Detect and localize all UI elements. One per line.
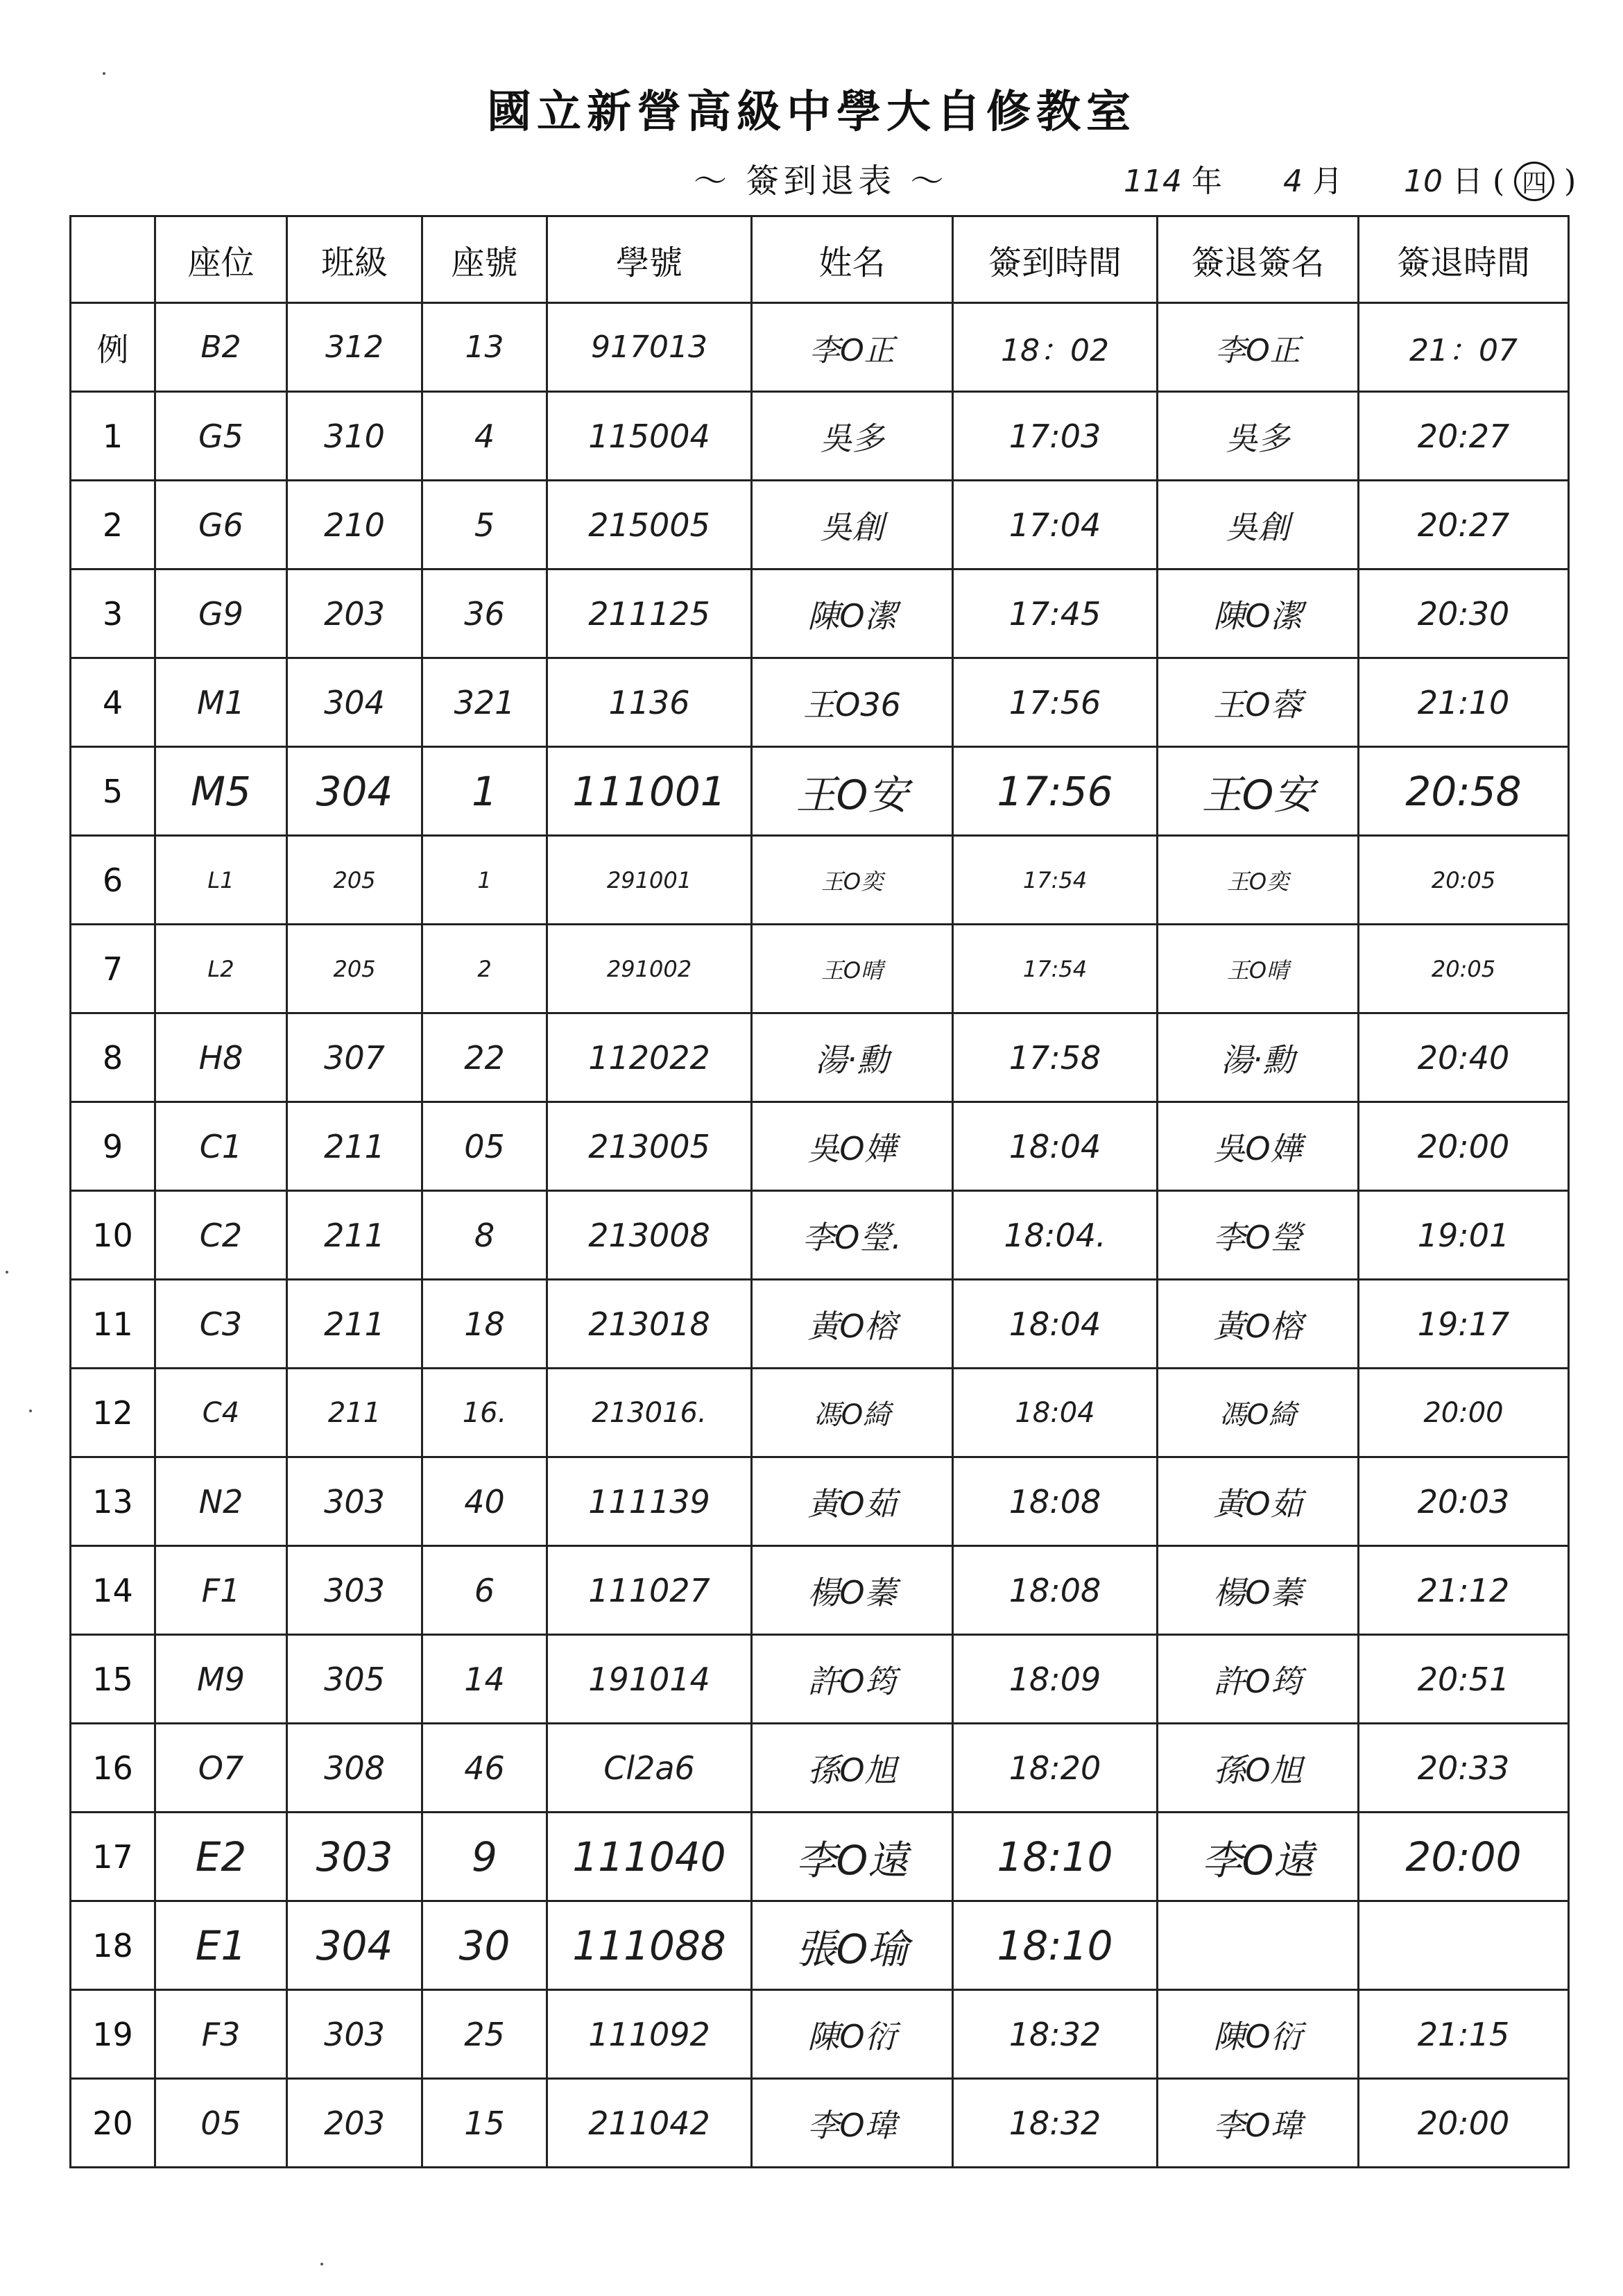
checkin-time-cell: 18:32: [953, 2079, 1158, 2168]
table-row: [71, 747, 1569, 836]
table-row: [71, 481, 1569, 569]
table-row: [71, 836, 1569, 925]
scan-speck: [320, 2263, 323, 2265]
checkin-time-cell: 18：02: [953, 303, 1158, 392]
number-cell: 16.: [422, 1369, 547, 1457]
checkout-signature-cell: 李O瑋: [1158, 2079, 1359, 2168]
checkin-time-cell: 18:08: [953, 1546, 1158, 1635]
checkout-signature-cell: 陳O潔: [1158, 569, 1359, 658]
row-index: 8: [71, 1013, 155, 1102]
seat-cell: M5: [155, 747, 287, 836]
checkout-time-cell: 20:27: [1359, 392, 1569, 481]
example-row: [71, 303, 1569, 392]
checkout-time-cell: 19:17: [1359, 1280, 1569, 1369]
checkout-time-cell: 20:00: [1359, 1369, 1569, 1457]
checkout-signature-cell: [1158, 1901, 1359, 1990]
checkout-time-cell: 20:05: [1359, 836, 1569, 925]
checkin-time-cell: 18:04: [953, 1369, 1158, 1457]
checkin-time-cell: 17:45: [953, 569, 1158, 658]
checkout-time-cell: 20:05: [1359, 925, 1569, 1013]
checkin-time-cell: 18:09: [953, 1635, 1158, 1724]
seat-cell: E2: [155, 1813, 287, 1901]
class-cell: 211: [287, 1369, 422, 1457]
student-id-cell: 213016.: [547, 1369, 752, 1457]
number-cell: 36: [422, 569, 547, 658]
row-index: 18: [71, 1901, 155, 1990]
name-cell: 張O瑜: [752, 1901, 953, 1990]
table-row: [71, 1635, 1569, 1724]
checkin-time-cell: 17:54: [953, 836, 1158, 925]
name-cell: 吳O嬅: [752, 1102, 953, 1191]
seat-cell: G9: [155, 569, 287, 658]
student-id-cell: Cl2a6: [547, 1724, 752, 1813]
number-cell: 05: [422, 1102, 547, 1191]
row-index: 1: [71, 392, 155, 481]
row-index: 13: [71, 1457, 155, 1546]
student-id-cell: 1136: [547, 658, 752, 747]
checkin-time-cell: 18:10: [953, 1901, 1158, 1990]
name-cell: 王O奕: [752, 836, 953, 925]
row-index: 6: [71, 836, 155, 925]
col-header-seat: 座位: [155, 216, 287, 303]
row-index: 5: [71, 747, 155, 836]
name-cell: 吳創: [752, 481, 953, 569]
number-cell: 1: [422, 836, 547, 925]
table-row: [71, 1546, 1569, 1635]
class-cell: 211: [287, 1191, 422, 1280]
col-header-number: 座號: [422, 216, 547, 303]
table-row: [71, 658, 1569, 747]
checkout-time-cell: 20:00: [1359, 1102, 1569, 1191]
checkout-time-cell: 21：07: [1359, 303, 1569, 392]
number-cell: 46: [422, 1724, 547, 1813]
checkout-signature-cell: 許O筠: [1158, 1635, 1359, 1724]
table-row: [71, 1990, 1569, 2079]
seat-cell: B2: [155, 303, 287, 392]
checkin-time-cell: 17:58: [953, 1013, 1158, 1102]
row-index: 3: [71, 569, 155, 658]
seat-cell: F1: [155, 1546, 287, 1635]
checkin-time-cell: 18:20: [953, 1724, 1158, 1813]
class-cell: 303: [287, 1546, 422, 1635]
seat-cell: C3: [155, 1280, 287, 1369]
seat-cell: E1: [155, 1901, 287, 1990]
student-id-cell: 191014: [547, 1635, 752, 1724]
table-row: [71, 2079, 1569, 2168]
table-row: [71, 1280, 1569, 1369]
table-row: [71, 392, 1569, 481]
student-id-cell: 213018: [547, 1280, 752, 1369]
row-index: 9: [71, 1102, 155, 1191]
class-cell: 203: [287, 2079, 422, 2168]
seat-cell: C4: [155, 1369, 287, 1457]
table-row: [71, 1369, 1569, 1457]
checkout-signature-cell: 陳O衍: [1158, 1990, 1359, 2079]
checkout-signature-cell: 湯‧勳: [1158, 1013, 1359, 1102]
year-label: 年: [1191, 164, 1222, 199]
name-cell: 王O晴: [752, 925, 953, 1013]
student-id-cell: 215005: [547, 481, 752, 569]
checkout-signature-cell: 黃O榕: [1158, 1280, 1359, 1369]
class-cell: 304: [287, 1901, 422, 1990]
student-id-cell: 111040: [547, 1813, 752, 1901]
class-cell: 205: [287, 925, 422, 1013]
name-cell: 湯‧勳: [752, 1013, 953, 1102]
class-cell: 305: [287, 1635, 422, 1724]
seat-cell: L1: [155, 836, 287, 925]
student-id-cell: 211125: [547, 569, 752, 658]
row-index: 20: [71, 2079, 155, 2168]
number-cell: 8: [422, 1191, 547, 1280]
name-cell: 吳多: [752, 392, 953, 481]
class-cell: 304: [287, 658, 422, 747]
checkout-signature-cell: 吳創: [1158, 481, 1359, 569]
student-id-cell: 291001: [547, 836, 752, 925]
number-cell: 14: [422, 1635, 547, 1724]
checkout-time-cell: 20:40: [1359, 1013, 1569, 1102]
name-cell: 李O遠: [752, 1813, 953, 1901]
col-header-student-id: 學號: [547, 216, 752, 303]
student-id-cell: 111139: [547, 1457, 752, 1546]
signin-table: [69, 215, 1570, 2168]
name-cell: 李O瑩.: [752, 1191, 953, 1280]
name-cell: 楊O蓁: [752, 1546, 953, 1635]
checkin-time-cell: 17:56: [953, 658, 1158, 747]
name-cell: 陳O潔: [752, 569, 953, 658]
table-row: [71, 1901, 1569, 1990]
seat-cell: O7: [155, 1724, 287, 1813]
seat-cell: M9: [155, 1635, 287, 1724]
row-index: 11: [71, 1280, 155, 1369]
checkout-time-cell: 20:51: [1359, 1635, 1569, 1724]
day-value: 10: [1403, 164, 1443, 199]
row-index: 12: [71, 1369, 155, 1457]
checkout-signature-cell: 吳O嬅: [1158, 1102, 1359, 1191]
checkout-signature-cell: 李O瑩: [1158, 1191, 1359, 1280]
checkout-signature-cell: 王O奕: [1158, 836, 1359, 925]
checkout-time-cell: 20:33: [1359, 1724, 1569, 1813]
table-row: [71, 1191, 1569, 1280]
table-row: [71, 925, 1569, 1013]
checkout-signature-cell: 楊O蓁: [1158, 1546, 1359, 1635]
row-index: 2: [71, 481, 155, 569]
checkout-time-cell: 20:03: [1359, 1457, 1569, 1546]
checkout-time-cell: 21:15: [1359, 1990, 1569, 2079]
number-cell: 30: [422, 1901, 547, 1990]
number-cell: 40: [422, 1457, 547, 1546]
col-header-checkout-signature: 簽退簽名: [1158, 216, 1359, 303]
student-id-cell: 213008: [547, 1191, 752, 1280]
month-label: 月: [1312, 164, 1343, 199]
checkout-signature-cell: 王O晴: [1158, 925, 1359, 1013]
row-index: 17: [71, 1813, 155, 1901]
class-cell: 304: [287, 747, 422, 836]
scan-speck: [6, 1271, 8, 1274]
col-header-class: 班級: [287, 216, 422, 303]
number-cell: 6: [422, 1546, 547, 1635]
class-cell: 310: [287, 392, 422, 481]
class-cell: 312: [287, 303, 422, 392]
checkin-time-cell: 18:04: [953, 1280, 1158, 1369]
seat-cell: G6: [155, 481, 287, 569]
number-cell: 321: [422, 658, 547, 747]
checkin-time-cell: 17:04: [953, 481, 1158, 569]
checkin-time-cell: 18:08: [953, 1457, 1158, 1546]
class-cell: 303: [287, 1457, 422, 1546]
class-cell: 211: [287, 1280, 422, 1369]
class-cell: 307: [287, 1013, 422, 1102]
checkout-signature-cell: 吳多: [1158, 392, 1359, 481]
number-cell: 13: [422, 303, 547, 392]
month-value: 4: [1282, 164, 1303, 199]
name-cell: 王O安: [752, 747, 953, 836]
name-cell: 孫O旭: [752, 1724, 953, 1813]
seat-cell: N2: [155, 1457, 287, 1546]
seat-cell: M1: [155, 658, 287, 747]
class-cell: 210: [287, 481, 422, 569]
checkout-signature-cell: 王O安: [1158, 747, 1359, 836]
class-cell: 303: [287, 1990, 422, 2079]
table-row: [71, 1724, 1569, 1813]
table-row: [71, 569, 1569, 658]
checkin-time-cell: 17:03: [953, 392, 1158, 481]
checkout-signature-cell: 馮O綺: [1158, 1369, 1359, 1457]
student-id-cell: 111001: [547, 747, 752, 836]
checkout-time-cell: 20:00: [1359, 2079, 1569, 2168]
number-cell: 25: [422, 1990, 547, 2079]
col-header-index: [71, 216, 155, 303]
checkout-signature-cell: 李O正: [1158, 303, 1359, 392]
checkin-time-cell: 17:56: [953, 747, 1158, 836]
row-index: 10: [71, 1191, 155, 1280]
weekday-value: 四: [1514, 162, 1554, 201]
student-id-cell: 111092: [547, 1990, 752, 2079]
checkout-signature-cell: 李O遠: [1158, 1813, 1359, 1901]
number-cell: 4: [422, 392, 547, 481]
student-id-cell: 111088: [547, 1901, 752, 1990]
checkin-time-cell: 18:10: [953, 1813, 1158, 1901]
paren-open: (: [1492, 164, 1505, 199]
name-cell: 黃O茹: [752, 1457, 953, 1546]
seat-cell: C1: [155, 1102, 287, 1191]
class-cell: 211: [287, 1102, 422, 1191]
student-id-cell: 291002: [547, 925, 752, 1013]
row-index: 19: [71, 1990, 155, 2079]
student-id-cell: 111027: [547, 1546, 752, 1635]
checkout-time-cell: 21:12: [1359, 1546, 1569, 1635]
name-cell: 李O瑋: [752, 2079, 953, 2168]
number-cell: 9: [422, 1813, 547, 1901]
number-cell: 1: [422, 747, 547, 836]
col-header-checkout-time: 簽退時間: [1359, 216, 1569, 303]
table-row: [71, 1457, 1569, 1546]
class-cell: 308: [287, 1724, 422, 1813]
name-cell: 陳O衍: [752, 1990, 953, 2079]
checkout-time-cell: 20:27: [1359, 481, 1569, 569]
table-body: [71, 303, 1569, 2168]
checkin-time-cell: 18:04.: [953, 1191, 1158, 1280]
checkout-time-cell: 20:58: [1359, 747, 1569, 836]
table-row: [71, 1102, 1569, 1191]
row-index: 15: [71, 1635, 155, 1724]
seat-cell: C2: [155, 1191, 287, 1280]
seat-cell: G5: [155, 392, 287, 481]
checkout-time-cell: [1359, 1901, 1569, 1990]
seat-cell: L2: [155, 925, 287, 1013]
scan-speck: [103, 72, 105, 75]
seat-cell: 05: [155, 2079, 287, 2168]
checkout-time-cell: 21:10: [1359, 658, 1569, 747]
number-cell: 18: [422, 1280, 547, 1369]
col-header-checkin-time: 簽到時間: [953, 216, 1158, 303]
paren-close: ): [1564, 164, 1577, 199]
table-row: [71, 1013, 1569, 1102]
name-cell: 王O36: [752, 658, 953, 747]
date-line: [1124, 156, 1576, 201]
checkout-time-cell: 20:00: [1359, 1813, 1569, 1901]
number-cell: 15: [422, 2079, 547, 2168]
number-cell: 22: [422, 1013, 547, 1102]
row-index: 7: [71, 925, 155, 1013]
checkout-signature-cell: 王O蓉: [1158, 658, 1359, 747]
checkout-signature-cell: 黃O茹: [1158, 1457, 1359, 1546]
class-cell: 203: [287, 569, 422, 658]
row-index: 4: [71, 658, 155, 747]
student-id-cell: 211042: [547, 2079, 752, 2168]
row-index: 例: [71, 303, 155, 392]
student-id-cell: 917013: [547, 303, 752, 392]
scan-speck: [29, 1410, 32, 1412]
seat-cell: H8: [155, 1013, 287, 1102]
row-index: 14: [71, 1546, 155, 1635]
seat-cell: F3: [155, 1990, 287, 2079]
checkin-time-cell: 18:32: [953, 1990, 1158, 2079]
name-cell: 許O筠: [752, 1635, 953, 1724]
name-cell: 李O正: [752, 303, 953, 392]
number-cell: 2: [422, 925, 547, 1013]
class-cell: 205: [287, 836, 422, 925]
name-cell: 黃O榕: [752, 1280, 953, 1369]
name-cell: 馮O綺: [752, 1369, 953, 1457]
checkin-time-cell: 18:04: [953, 1102, 1158, 1191]
student-id-cell: 213005: [547, 1102, 752, 1191]
checkout-time-cell: 19:01: [1359, 1191, 1569, 1280]
student-id-cell: 112022: [547, 1013, 752, 1102]
checkin-time-cell: 17:54: [953, 925, 1158, 1013]
day-label: 日: [1452, 164, 1483, 199]
checkout-time-cell: 20:30: [1359, 569, 1569, 658]
sheet-title: 國立新營高級中學大自修教室: [487, 86, 1136, 138]
student-id-cell: 115004: [547, 392, 752, 481]
header-row: [71, 216, 1569, 303]
sheet-subtitle: ～ 簽到退表 ～: [694, 162, 948, 200]
class-cell: 303: [287, 1813, 422, 1901]
col-header-name: 姓名: [752, 216, 953, 303]
checkout-signature-cell: 孫O旭: [1158, 1724, 1359, 1813]
number-cell: 5: [422, 481, 547, 569]
row-index: 16: [71, 1724, 155, 1813]
table-row: [71, 1813, 1569, 1901]
year-value: 114: [1124, 164, 1182, 199]
